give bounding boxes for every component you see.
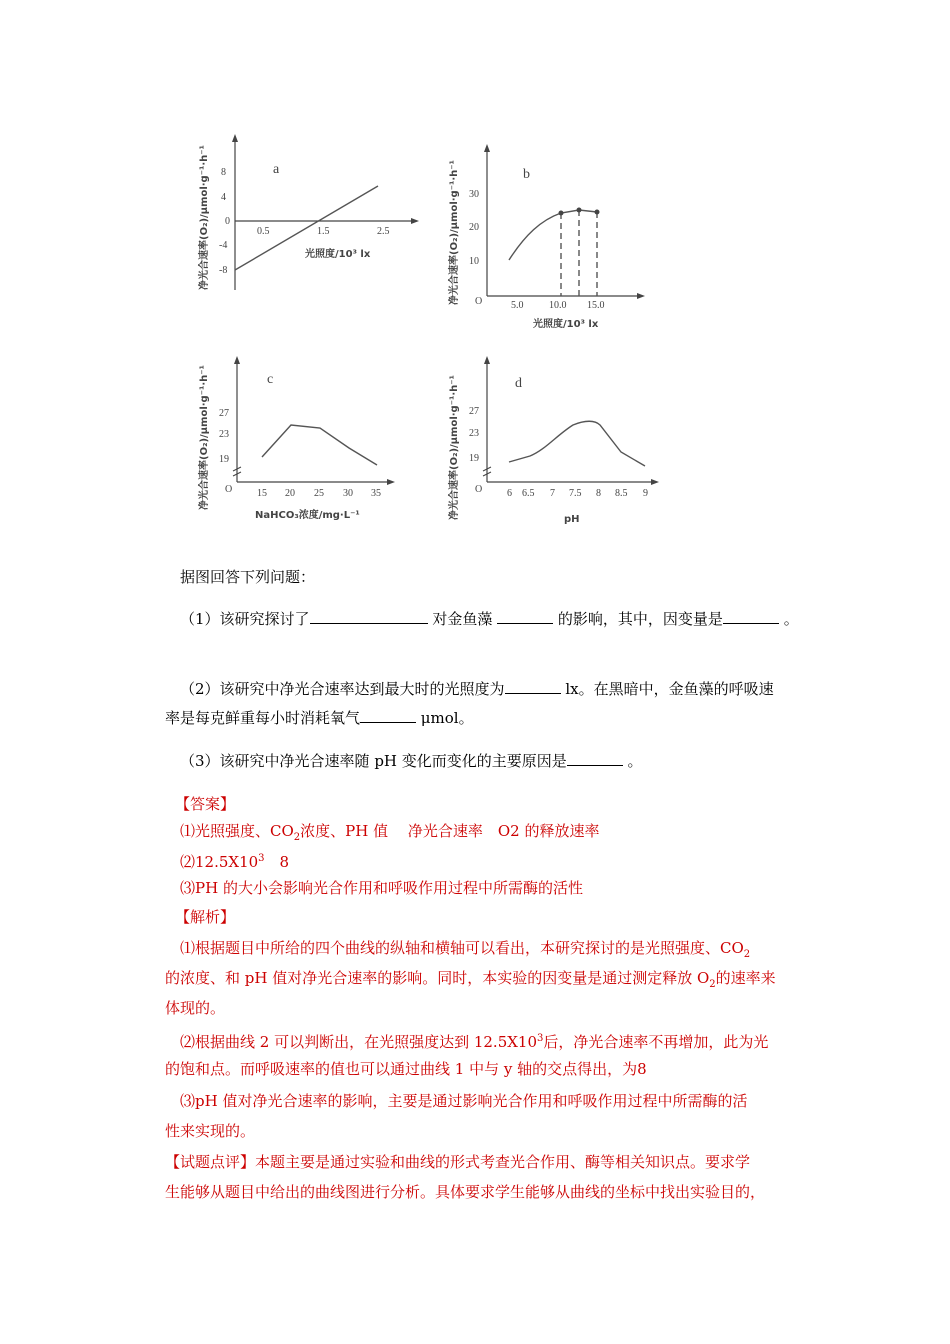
chart-a-xlabel: 光照度/10³ lx [305,249,371,260]
chart-d-xtick: 6 [507,488,512,499]
chart-c-ytick: 19 [219,454,229,465]
chart-c-xlabel: NaHCO₃浓度/mg·L⁻¹ [255,510,360,521]
q3-text-a: （3）该研究中净光合速率随 pH 变化而变化的主要原因是 [180,752,567,770]
chart-b-point [559,211,564,216]
answer-3: ⑶PH 的大小会影响光合作用和呼吸作用过程中所需酶的活性 [180,879,583,897]
analysis-2-line-1 [180,1027,768,1054]
chart-d-ylabel: 净光合速率(O₂)/μmol·g⁻¹·h⁻¹ [449,375,460,520]
chart-a-svg [195,130,425,300]
ans2-text-b: 8 [264,853,290,871]
comment-line-2: 生能够从题目中给出的曲线图进行分析。具体要求学生能够从曲线的坐标中找出实验目的， [165,1183,766,1201]
figure-b [445,130,675,330]
q1-blank-1 [310,608,428,624]
chart-c-origin: O [225,484,233,495]
chart-b-xtick: 5.0 [511,300,524,311]
chart-b-y-arrow [484,144,490,152]
q2-blank-1 [505,678,561,694]
ans2-sup: 3 [258,853,265,864]
chart-b-x-arrow [637,293,645,299]
question-3 [180,749,643,773]
chart-a-ylabel: 净光合速率(O₂)/μmol·g⁻¹·h⁻¹ [199,145,210,290]
chart-c-ytick: 27 [219,408,229,419]
intro-text: 据图回答下列问题： [180,568,316,586]
analysis-1-line-3: 体现的。 [165,999,226,1017]
q1-text-d: 。 [783,610,799,628]
chart-b-panel-label: b [523,167,530,182]
chart-d-xlabel: pH [564,514,580,525]
ana1-sub2: 2 [709,979,716,990]
question-2-line-2 [165,706,474,730]
chart-b-xlabel: 光照度/10³ lx [533,319,599,330]
comment-line-1 [165,1150,750,1174]
chart-b-ytick: 20 [469,222,479,233]
chart-a-ytick: -4 [219,240,228,251]
chart-d-origin: O [475,484,483,495]
q3-blank [567,750,623,766]
figure-a [195,130,425,300]
chart-c-curve [262,425,377,465]
question-1 [180,607,799,631]
chart-d-y-arrow [484,356,490,364]
ans1-text-a: ⑴光照强度、CO [180,822,294,840]
analysis-3-line-1: ⑶pH 值对净光合速率的影响，主要是通过影响光合作用和呼吸作用过程中所需酶的活 [180,1092,748,1110]
chart-d-ytick: 19 [469,453,479,464]
q2-text-b: lx。在黑暗中，金鱼藻的呼吸速 [565,680,774,698]
chart-c-x-arrow [387,479,395,485]
chart-d-xtick: 8.5 [615,488,628,499]
chart-d-xtick: 6.5 [522,488,535,499]
chart-b-ytick: 10 [469,256,479,267]
chart-a-panel-label: a [273,162,280,177]
chart-b-svg [445,130,675,330]
chart-d-xtick: 9 [643,488,648,499]
chart-d-panel-label: d [515,376,522,391]
comment-heading: 【试题点评】 [165,1153,256,1171]
q1-blank-3 [723,608,779,624]
q2-text-c: 率是每克鲜重每小时消耗氧气 [165,709,361,727]
chart-b-ylabel: 净光合速率(O₂)/μmol·g⁻¹·h⁻¹ [449,160,460,305]
comment-text-1: 本题主要是通过实验和曲线的形式考查光合作用、酶等相关知识点。要求学 [255,1153,751,1171]
chart-c-xtick: 35 [371,488,381,499]
chart-c-xtick: 20 [285,488,295,499]
chart-c-xtick: 15 [257,488,267,499]
ana1-sub: 2 [743,949,751,960]
chart-d-curve [509,421,645,466]
answer-heading: 【答案】 [175,795,236,813]
chart-d-ytick: 27 [469,406,479,417]
chart-c-xtick: 30 [343,488,353,499]
analysis-2-line-2: 的饱和点。而呼吸速率的值也可以通过曲线 1 中与 y 轴的交点得出，为8 [165,1060,647,1078]
figure-d [445,340,675,530]
q1-text-a: （1）该研究探讨了 [180,610,310,628]
chart-a-ytick: 4 [221,192,226,203]
answer-2 [180,847,289,874]
chart-d-xtick: 7 [550,488,555,499]
q1-blank-2 [497,608,553,624]
question-2 [180,677,774,701]
q1-text-b: 对金鱼藻 [432,610,493,628]
chart-a-ytick: 0 [225,216,230,227]
figure-c [195,340,425,530]
chart-a-x-arrow [411,218,419,224]
chart-a-ytick: -8 [219,265,228,276]
ana1-text-c: 的速率来 [715,969,776,987]
chart-a-y-arrow [232,134,238,142]
q3-text-b: 。 [627,752,643,770]
chart-c-xtick: 25 [314,488,324,499]
q2-blank-2 [360,707,416,723]
chart-a-xtick: 2.5 [377,226,390,237]
analysis-3-line-2: 性来实现的。 [165,1122,256,1140]
chart-a-xtick: 1.5 [317,226,330,237]
chart-c-svg [195,340,425,530]
analysis-1-line-2 [165,966,776,997]
chart-d-xtick: 8 [596,488,601,499]
chart-d-ytick: 23 [469,428,479,439]
chart-b-ytick: 30 [469,189,479,200]
analysis-1-line-1 [180,936,750,967]
q2-text-d: μmol。 [420,709,474,727]
chart-b-xtick: 15.0 [587,300,605,311]
ans1-text-b: 浓度、PH 值 净光合速率 O2 的释放速率 [300,822,600,840]
chart-b-point [595,210,600,215]
chart-a-xtick: 0.5 [257,226,270,237]
q1-text-c: 的影响，其中，因变量是 [557,610,723,628]
chart-c-ytick: 23 [219,429,229,440]
chart-b-origin: O [475,296,483,307]
ana2-text-a: ⑵根据曲线 2 可以判断出，在光照强度达到 12.5X10 [180,1033,538,1051]
chart-c-ylabel: 净光合速率(O₂)/μmol·g⁻¹·h⁻¹ [199,365,210,510]
q2-text-a: （2）该研究中净光合速率达到最大时的光照度为 [180,680,505,698]
ans2-text-a: ⑵12.5X10 [180,853,259,871]
chart-c-panel-label: c [267,372,274,387]
analysis-heading: 【解析】 [175,908,236,926]
ana1-text-a: ⑴根据题目中所给的四个曲线的纵轴和横轴可以看出，本研究探讨的是光照强度、CO [180,939,744,957]
ana2-sup: 3 [537,1033,544,1044]
chart-d-x-arrow [651,479,659,485]
ana1-text-b: 的浓度、和 pH 值对净光合速率的影响。同时，本实验的因变量是通过测定释放 O [165,969,710,987]
answer-1 [180,819,599,850]
chart-a-ytick: 8 [221,167,226,178]
chart-b-point [577,208,582,213]
chart-d-xtick: 7.5 [569,488,582,499]
chart-c-y-arrow [234,356,240,364]
ans1-sub: 2 [293,832,301,843]
chart-d-svg [445,340,675,530]
chart-b-curve [509,210,597,260]
chart-b-xtick: 10.0 [549,300,567,311]
ana2-text-b: 后，净光合速率不再增加，此为光 [543,1033,769,1051]
